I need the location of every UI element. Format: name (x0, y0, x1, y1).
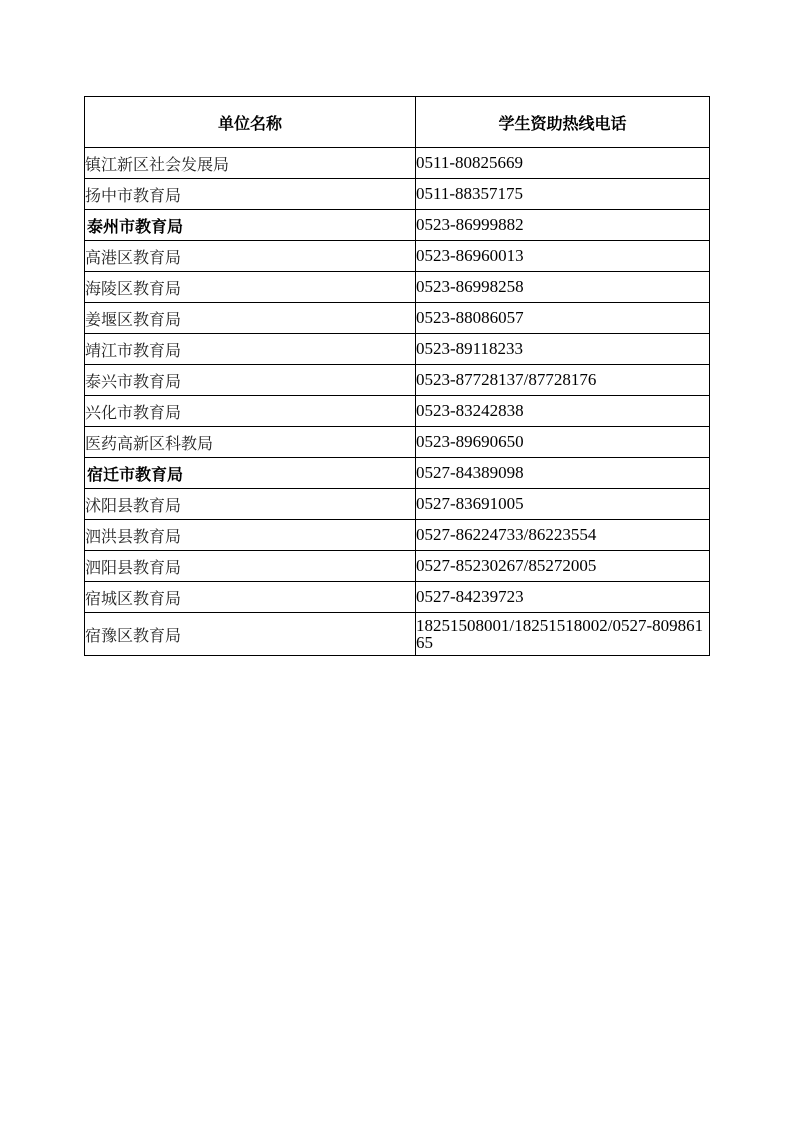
city-unit-name-cell: 宿迁市教育局 (85, 458, 416, 489)
unit-name-cell: 扬中市教育局 (85, 179, 416, 210)
table-row (85, 489, 710, 520)
phone-cell: 0523-89690650 (416, 427, 710, 458)
table-row (85, 396, 710, 427)
table-row (85, 210, 710, 241)
table-row (85, 458, 710, 489)
phone-cell: 0511-88357175 (416, 179, 710, 210)
unit-name-cell: 泰兴市教育局 (85, 365, 416, 396)
unit-name-cell: 镇江新区社会发展局 (85, 148, 416, 179)
phone-cell: 0511-80825669 (416, 148, 710, 179)
unit-name-cell: 泗阳县教育局 (85, 551, 416, 582)
table-row (85, 179, 710, 210)
phone-cell: 0523-86998258 (416, 272, 710, 303)
phone-cell: 0527-84389098 (416, 458, 710, 489)
phone-cell: 0523-83242838 (416, 396, 710, 427)
phone-cell: 0527-85230267/85272005 (416, 551, 710, 582)
unit-name-cell: 泗洪县教育局 (85, 520, 416, 551)
unit-name-cell: 沭阳县教育局 (85, 489, 416, 520)
table-row (85, 272, 710, 303)
unit-name-cell: 宿城区教育局 (85, 582, 416, 613)
phone-cell: 0523-87728137/87728176 (416, 365, 710, 396)
table-body (85, 148, 710, 656)
table-row (85, 303, 710, 334)
unit-name-cell: 姜堰区教育局 (85, 303, 416, 334)
table-row (85, 334, 710, 365)
unit-name-cell: 靖江市教育局 (85, 334, 416, 365)
phone-cell: 18251508001/18251518002/0527-80986165 (416, 613, 710, 656)
table-row (85, 241, 710, 272)
header-unit-name: 单位名称 (85, 97, 416, 148)
unit-name-cell: 医药高新区科教局 (85, 427, 416, 458)
table-row (85, 551, 710, 582)
unit-name-cell: 高港区教育局 (85, 241, 416, 272)
table-row (85, 148, 710, 179)
table-row (85, 365, 710, 396)
unit-name-cell: 宿豫区教育局 (85, 613, 416, 656)
table-row (85, 427, 710, 458)
phone-cell: 0523-89118233 (416, 334, 710, 365)
table-row (85, 582, 710, 613)
phone-cell: 0523-86999882 (416, 210, 710, 241)
hotline-table (84, 96, 710, 656)
phone-cell: 0527-86224733/86223554 (416, 520, 710, 551)
phone-cell: 0527-84239723 (416, 582, 710, 613)
unit-name-cell: 兴化市教育局 (85, 396, 416, 427)
phone-cell: 0527-83691005 (416, 489, 710, 520)
table-row (85, 613, 710, 656)
table-row (85, 520, 710, 551)
header-hotline-phone: 学生资助热线电话 (416, 97, 710, 148)
phone-cell: 0523-86960013 (416, 241, 710, 272)
unit-name-cell: 海陵区教育局 (85, 272, 416, 303)
city-unit-name-cell: 泰州市教育局 (85, 210, 416, 241)
table-header-row (85, 97, 710, 148)
phone-cell: 0523-88086057 (416, 303, 710, 334)
